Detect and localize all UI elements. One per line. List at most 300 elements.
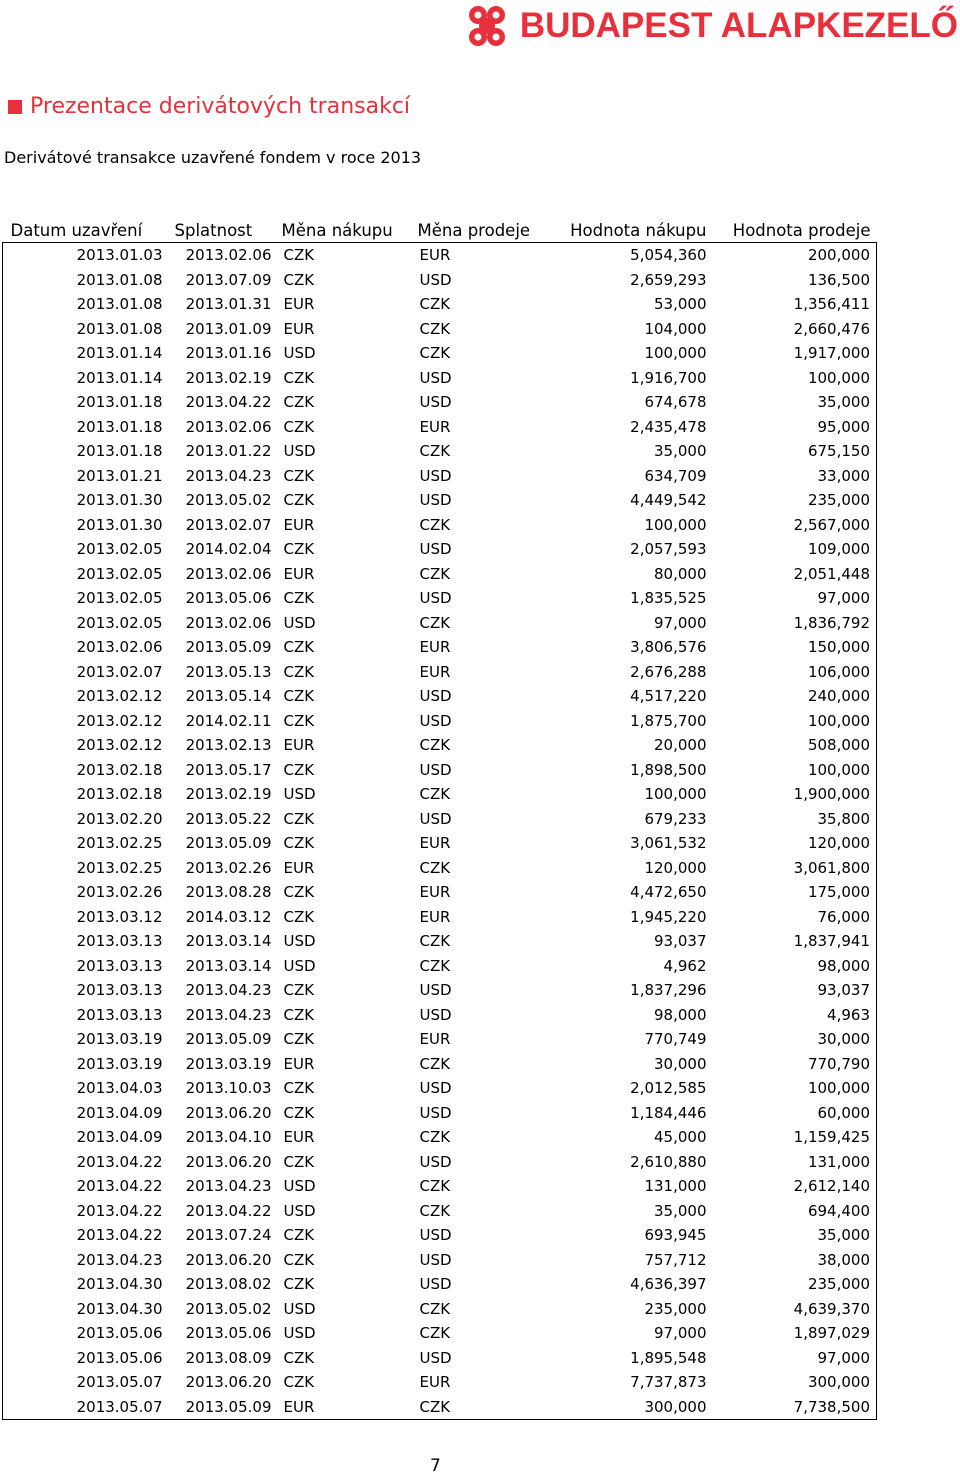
cell-buy-value: 45,000 bbox=[654, 1128, 707, 1147]
cell-maturity: 2014.02.04 bbox=[185, 540, 272, 559]
table-row bbox=[3, 660, 877, 685]
cell-sell-currency: USD bbox=[419, 1275, 452, 1294]
cell-buy-currency: EUR bbox=[283, 1054, 315, 1073]
table-row bbox=[3, 243, 877, 268]
cell-sell-currency: CZK bbox=[419, 1054, 451, 1073]
cell-trade-date: 2013.01.18 bbox=[76, 442, 163, 461]
cell-trade-date: 2013.02.12 bbox=[76, 711, 163, 730]
cell-buy-currency: USD bbox=[283, 344, 316, 363]
cell-buy-currency: CZK bbox=[283, 1348, 315, 1367]
table-row bbox=[3, 1150, 877, 1175]
table-row bbox=[3, 341, 877, 366]
cell-maturity: 2013.05.09 bbox=[185, 834, 272, 853]
table-row bbox=[3, 635, 877, 660]
cell-maturity: 2013.05.06 bbox=[185, 1324, 272, 1343]
cell-buy-currency: CZK bbox=[283, 1373, 315, 1392]
cell-sell-currency: CZK bbox=[419, 1397, 451, 1416]
cell-maturity: 2013.02.06 bbox=[185, 417, 272, 436]
cell-buy-currency: CZK bbox=[283, 760, 315, 779]
cell-sell-currency: CZK bbox=[419, 515, 451, 534]
cell-buy-value: 104,000 bbox=[644, 319, 707, 338]
cell-sell-currency: CZK bbox=[419, 1128, 451, 1147]
cell-sell-value: 30,000 bbox=[817, 1030, 870, 1049]
table-row bbox=[3, 513, 877, 538]
cell-maturity: 2013.04.23 bbox=[185, 981, 272, 1000]
cell-trade-date: 2013.02.18 bbox=[76, 785, 163, 804]
cell-sell-value: 1,837,941 bbox=[793, 932, 870, 951]
cell-buy-currency: CZK bbox=[283, 687, 315, 706]
cell-maturity: 2013.01.31 bbox=[185, 295, 272, 314]
cell-trade-date: 2013.01.08 bbox=[76, 270, 163, 289]
cell-trade-date: 2013.03.19 bbox=[76, 1054, 163, 1073]
cell-maturity: 2013.05.09 bbox=[185, 1397, 272, 1416]
table-row bbox=[3, 1052, 877, 1077]
cell-buy-value: 100,000 bbox=[644, 344, 707, 363]
cell-trade-date: 2013.03.13 bbox=[76, 1005, 163, 1024]
cell-sell-currency: USD bbox=[419, 270, 452, 289]
table-row bbox=[3, 1370, 877, 1395]
cell-trade-date: 2013.03.13 bbox=[76, 956, 163, 975]
cell-sell-currency: USD bbox=[419, 1103, 452, 1122]
cell-buy-value: 4,962 bbox=[663, 956, 707, 975]
cell-buy-currency: USD bbox=[283, 956, 316, 975]
cell-sell-currency: EUR bbox=[419, 1030, 451, 1049]
cell-trade-date: 2013.04.09 bbox=[76, 1128, 163, 1147]
table-row bbox=[3, 317, 877, 342]
brand-name: BUDAPEST ALAPKEZELŐ bbox=[519, 6, 958, 45]
cell-sell-value: 97,000 bbox=[817, 1348, 870, 1367]
cell-buy-value: 2,435,478 bbox=[630, 417, 707, 436]
cell-sell-value: 35,000 bbox=[817, 1226, 870, 1245]
col-header-trade-date: Datum uzavření bbox=[10, 220, 143, 240]
cell-trade-date: 2013.05.06 bbox=[76, 1324, 163, 1343]
cell-buy-value: 7,737,873 bbox=[630, 1373, 707, 1392]
cell-sell-currency: USD bbox=[419, 1348, 452, 1367]
cell-sell-value: 120,000 bbox=[807, 834, 870, 853]
cell-maturity: 2013.04.22 bbox=[185, 393, 272, 412]
cell-buy-value: 3,806,576 bbox=[630, 638, 707, 657]
cell-buy-value: 693,945 bbox=[644, 1226, 707, 1245]
cell-sell-currency: USD bbox=[419, 1079, 452, 1098]
cell-sell-value: 7,738,500 bbox=[793, 1397, 870, 1416]
col-header-buy-currency: Měna nákupu bbox=[281, 220, 393, 240]
cell-trade-date: 2013.03.19 bbox=[76, 1030, 163, 1049]
cell-buy-value: 4,449,542 bbox=[630, 491, 707, 510]
cell-buy-currency: CZK bbox=[283, 711, 315, 730]
cell-sell-value: 131,000 bbox=[807, 1152, 870, 1171]
cell-maturity: 2014.02.11 bbox=[185, 711, 272, 730]
cell-buy-value: 5,054,360 bbox=[630, 246, 707, 265]
cell-maturity: 2013.10.03 bbox=[185, 1079, 272, 1098]
table-row bbox=[3, 1199, 877, 1224]
cell-sell-value: 100,000 bbox=[807, 760, 870, 779]
cell-buy-value: 300,000 bbox=[644, 1397, 707, 1416]
cell-buy-currency: CZK bbox=[283, 417, 315, 436]
cell-trade-date: 2013.02.07 bbox=[76, 662, 163, 681]
cell-maturity: 2013.04.23 bbox=[185, 1005, 272, 1024]
col-header-buy-value: Hodnota nákupu bbox=[570, 220, 707, 240]
cell-trade-date: 2013.02.05 bbox=[76, 564, 163, 583]
cell-sell-currency: USD bbox=[419, 760, 452, 779]
cell-buy-value: 1,898,500 bbox=[630, 760, 707, 779]
cell-maturity: 2013.03.19 bbox=[185, 1054, 272, 1073]
table-row bbox=[3, 709, 877, 734]
table-row bbox=[3, 1297, 877, 1322]
cell-buy-currency: CZK bbox=[283, 809, 315, 828]
cell-trade-date: 2013.02.12 bbox=[76, 736, 163, 755]
cell-trade-date: 2013.05.06 bbox=[76, 1348, 163, 1367]
cell-maturity: 2013.05.09 bbox=[185, 1030, 272, 1049]
cell-trade-date: 2013.04.30 bbox=[76, 1275, 163, 1294]
cell-sell-value: 2,612,140 bbox=[793, 1177, 870, 1196]
cell-buy-currency: EUR bbox=[283, 564, 315, 583]
cell-sell-value: 235,000 bbox=[807, 491, 870, 510]
cell-sell-value: 3,061,800 bbox=[793, 858, 870, 877]
cell-buy-value: 3,061,532 bbox=[630, 834, 707, 853]
table-row bbox=[3, 537, 877, 562]
cell-sell-value: 76,000 bbox=[817, 907, 870, 926]
cell-maturity: 2013.04.23 bbox=[185, 466, 272, 485]
cell-sell-value: 4,963 bbox=[827, 1005, 870, 1024]
cell-maturity: 2013.05.06 bbox=[185, 589, 272, 608]
cell-buy-currency: EUR bbox=[283, 1397, 315, 1416]
cell-trade-date: 2013.02.05 bbox=[76, 613, 163, 632]
cell-sell-value: 2,567,000 bbox=[793, 515, 870, 534]
cell-buy-value: 35,000 bbox=[654, 1201, 707, 1220]
cell-maturity: 2013.01.09 bbox=[185, 319, 272, 338]
page-number: 7 bbox=[430, 1456, 441, 1476]
cell-sell-value: 508,000 bbox=[807, 736, 870, 755]
cell-maturity: 2013.08.09 bbox=[185, 1348, 272, 1367]
cell-trade-date: 2013.01.18 bbox=[76, 417, 163, 436]
cell-trade-date: 2013.02.12 bbox=[76, 687, 163, 706]
cell-sell-value: 33,000 bbox=[817, 466, 870, 485]
cell-sell-value: 60,000 bbox=[817, 1103, 870, 1122]
cell-maturity: 2013.03.14 bbox=[185, 956, 272, 975]
cell-trade-date: 2013.04.23 bbox=[76, 1250, 163, 1269]
table-row bbox=[3, 611, 877, 636]
cell-buy-value: 97,000 bbox=[654, 1324, 707, 1343]
cell-maturity: 2013.02.19 bbox=[185, 368, 272, 387]
cell-buy-currency: CZK bbox=[283, 834, 315, 853]
cell-sell-currency: USD bbox=[419, 1005, 452, 1024]
cell-maturity: 2013.05.13 bbox=[185, 662, 272, 681]
cell-buy-currency: CZK bbox=[283, 466, 315, 485]
cell-sell-currency: USD bbox=[419, 393, 452, 412]
cell-maturity: 2013.07.09 bbox=[185, 270, 272, 289]
cell-sell-value: 300,000 bbox=[807, 1373, 870, 1392]
cell-buy-currency: CZK bbox=[283, 1030, 315, 1049]
table-row bbox=[3, 1027, 877, 1052]
derivatives-table bbox=[2, 218, 877, 1420]
cell-sell-currency: USD bbox=[419, 981, 452, 1000]
cell-trade-date: 2013.04.03 bbox=[76, 1079, 163, 1098]
table-row bbox=[3, 292, 877, 317]
cell-maturity: 2013.02.13 bbox=[185, 736, 272, 755]
cell-maturity: 2013.06.20 bbox=[185, 1373, 272, 1392]
cell-buy-currency: CZK bbox=[283, 270, 315, 289]
cell-trade-date: 2013.05.07 bbox=[76, 1397, 163, 1416]
table-row bbox=[3, 782, 877, 807]
table-subtitle: Derivátové transakce uzavřené fondem v roce 2013 bbox=[4, 148, 422, 167]
cell-buy-currency: EUR bbox=[283, 319, 315, 338]
cell-trade-date: 2013.04.22 bbox=[76, 1226, 163, 1245]
cell-sell-value: 1,356,411 bbox=[793, 295, 870, 314]
cell-buy-value: 120,000 bbox=[644, 858, 707, 877]
table-row bbox=[3, 1174, 877, 1199]
cell-sell-currency: CZK bbox=[419, 564, 451, 583]
cell-sell-value: 240,000 bbox=[807, 687, 870, 706]
cell-sell-currency: CZK bbox=[419, 613, 451, 632]
cell-sell-value: 100,000 bbox=[807, 368, 870, 387]
table-row bbox=[3, 978, 877, 1003]
cell-sell-currency: USD bbox=[419, 809, 452, 828]
table-row bbox=[3, 880, 877, 905]
cell-sell-value: 175,000 bbox=[807, 883, 870, 902]
table-row bbox=[3, 733, 877, 758]
col-header-sell-currency: Měna prodeje bbox=[417, 220, 531, 240]
cell-sell-value: 106,000 bbox=[807, 662, 870, 681]
cell-sell-value: 100,000 bbox=[807, 1079, 870, 1098]
cell-sell-value: 200,000 bbox=[807, 246, 870, 265]
table-row bbox=[3, 488, 877, 513]
cell-buy-value: 1,875,700 bbox=[630, 711, 707, 730]
cell-sell-currency: CZK bbox=[419, 932, 451, 951]
table-row bbox=[3, 831, 877, 856]
cell-buy-currency: CZK bbox=[283, 246, 315, 265]
cell-sell-currency: EUR bbox=[419, 883, 451, 902]
cell-buy-currency: CZK bbox=[283, 368, 315, 387]
cell-trade-date: 2013.02.25 bbox=[76, 858, 163, 877]
cell-sell-currency: CZK bbox=[419, 295, 451, 314]
cell-maturity: 2013.08.28 bbox=[185, 883, 272, 902]
cell-sell-value: 97,000 bbox=[817, 589, 870, 608]
table-row bbox=[3, 929, 877, 954]
cell-maturity: 2013.04.23 bbox=[185, 1177, 272, 1196]
cell-maturity: 2013.07.24 bbox=[185, 1226, 272, 1245]
cell-buy-currency: USD bbox=[283, 442, 316, 461]
cell-sell-currency: USD bbox=[419, 540, 452, 559]
cell-sell-value: 1,917,000 bbox=[793, 344, 870, 363]
cell-buy-currency: USD bbox=[283, 613, 316, 632]
cell-buy-currency: USD bbox=[283, 785, 316, 804]
cell-sell-value: 38,000 bbox=[817, 1250, 870, 1269]
table-row bbox=[3, 268, 877, 293]
table-row bbox=[3, 1076, 877, 1101]
cell-buy-value: 634,709 bbox=[644, 466, 707, 485]
col-header-maturity: Splatnost bbox=[174, 220, 253, 240]
cell-sell-value: 35,800 bbox=[817, 809, 870, 828]
cell-buy-value: 20,000 bbox=[654, 736, 707, 755]
cell-buy-currency: USD bbox=[283, 1201, 316, 1220]
cell-buy-currency: CZK bbox=[283, 491, 315, 510]
cell-buy-value: 4,472,650 bbox=[630, 883, 707, 902]
table-row bbox=[3, 415, 877, 440]
table-row bbox=[3, 562, 877, 587]
cell-buy-value: 235,000 bbox=[644, 1299, 707, 1318]
cell-sell-currency: EUR bbox=[419, 907, 451, 926]
cell-buy-value: 1,945,220 bbox=[630, 907, 707, 926]
cell-sell-currency: EUR bbox=[419, 1373, 451, 1392]
table-row bbox=[3, 366, 877, 391]
cell-buy-value: 2,012,585 bbox=[630, 1079, 707, 1098]
cell-buy-value: 53,000 bbox=[654, 295, 707, 314]
brand-flower-icon bbox=[464, 4, 510, 48]
cell-buy-currency: CZK bbox=[283, 1152, 315, 1171]
cell-sell-currency: EUR bbox=[419, 834, 451, 853]
table-row bbox=[3, 1003, 877, 1028]
cell-trade-date: 2013.02.26 bbox=[76, 883, 163, 902]
cell-maturity: 2013.01.16 bbox=[185, 344, 272, 363]
cell-buy-currency: CZK bbox=[283, 907, 315, 926]
table-row bbox=[3, 1346, 877, 1371]
cell-sell-currency: USD bbox=[419, 711, 452, 730]
cell-sell-value: 770,790 bbox=[807, 1054, 870, 1073]
cell-sell-value: 100,000 bbox=[807, 711, 870, 730]
cell-trade-date: 2013.02.05 bbox=[76, 540, 163, 559]
cell-maturity: 2013.02.07 bbox=[185, 515, 272, 534]
cell-sell-currency: CZK bbox=[419, 956, 451, 975]
cell-sell-currency: CZK bbox=[419, 1201, 451, 1220]
cell-buy-currency: CZK bbox=[283, 662, 315, 681]
cell-buy-currency: EUR bbox=[283, 295, 315, 314]
cell-sell-value: 98,000 bbox=[817, 956, 870, 975]
cell-buy-currency: CZK bbox=[283, 1250, 315, 1269]
cell-maturity: 2013.04.10 bbox=[185, 1128, 272, 1147]
cell-sell-currency: EUR bbox=[419, 638, 451, 657]
cell-trade-date: 2013.01.30 bbox=[76, 515, 163, 534]
cell-maturity: 2013.02.19 bbox=[185, 785, 272, 804]
cell-buy-currency: CZK bbox=[283, 393, 315, 412]
table-row bbox=[3, 1101, 877, 1126]
cell-sell-currency: CZK bbox=[419, 1324, 451, 1343]
cell-sell-currency: USD bbox=[419, 368, 452, 387]
cell-sell-value: 1,900,000 bbox=[793, 785, 870, 804]
cell-sell-currency: USD bbox=[419, 589, 452, 608]
section-heading bbox=[8, 94, 410, 119]
cell-maturity: 2013.06.20 bbox=[185, 1103, 272, 1122]
cell-sell-value: 4,639,370 bbox=[793, 1299, 870, 1318]
cell-sell-value: 95,000 bbox=[817, 417, 870, 436]
cell-buy-value: 1,837,296 bbox=[630, 981, 707, 1000]
cell-trade-date: 2013.01.14 bbox=[76, 368, 163, 387]
cell-sell-currency: USD bbox=[419, 1152, 452, 1171]
col-header-sell-value: Hodnota prodeje bbox=[732, 220, 871, 240]
cell-sell-currency: CZK bbox=[419, 1177, 451, 1196]
cell-sell-currency: CZK bbox=[419, 736, 451, 755]
cell-maturity: 2013.05.02 bbox=[185, 1299, 272, 1318]
table-header bbox=[3, 218, 877, 243]
cell-sell-value: 35,000 bbox=[817, 393, 870, 412]
cell-maturity: 2013.02.06 bbox=[185, 564, 272, 583]
cell-trade-date: 2013.02.05 bbox=[76, 589, 163, 608]
cell-buy-value: 4,636,397 bbox=[630, 1275, 707, 1294]
cell-buy-value: 679,233 bbox=[644, 809, 707, 828]
cell-trade-date: 2013.02.25 bbox=[76, 834, 163, 853]
table-row bbox=[3, 1272, 877, 1297]
cell-sell-value: 694,400 bbox=[807, 1201, 870, 1220]
cell-trade-date: 2013.01.08 bbox=[76, 295, 163, 314]
cell-buy-value: 757,712 bbox=[644, 1250, 707, 1269]
cell-buy-value: 674,678 bbox=[644, 393, 707, 412]
cell-buy-currency: EUR bbox=[283, 736, 315, 755]
cell-trade-date: 2013.04.22 bbox=[76, 1152, 163, 1171]
cell-buy-currency: CZK bbox=[283, 1275, 315, 1294]
cell-sell-value: 1,159,425 bbox=[793, 1128, 870, 1147]
cell-trade-date: 2013.04.22 bbox=[76, 1201, 163, 1220]
table-row bbox=[3, 807, 877, 832]
cell-buy-currency: CZK bbox=[283, 1005, 315, 1024]
cell-sell-currency: USD bbox=[419, 466, 452, 485]
cell-buy-currency: USD bbox=[283, 1177, 316, 1196]
cell-maturity: 2013.05.09 bbox=[185, 638, 272, 657]
cell-buy-value: 2,610,880 bbox=[630, 1152, 707, 1171]
table-row bbox=[3, 684, 877, 709]
cell-sell-value: 675,150 bbox=[807, 442, 870, 461]
cell-buy-currency: EUR bbox=[283, 858, 315, 877]
cell-maturity: 2013.06.20 bbox=[185, 1152, 272, 1171]
cell-maturity: 2013.02.06 bbox=[185, 246, 272, 265]
table-row bbox=[3, 1125, 877, 1150]
cell-trade-date: 2013.02.06 bbox=[76, 638, 163, 657]
table-row bbox=[3, 856, 877, 881]
cell-sell-currency: EUR bbox=[419, 662, 451, 681]
cell-maturity: 2013.05.22 bbox=[185, 809, 272, 828]
cell-buy-currency: CZK bbox=[283, 981, 315, 1000]
cell-maturity: 2013.04.22 bbox=[185, 1201, 272, 1220]
cell-buy-currency: CZK bbox=[283, 589, 315, 608]
cell-sell-currency: CZK bbox=[419, 442, 451, 461]
cell-buy-currency: CZK bbox=[283, 1079, 315, 1098]
brand-logo bbox=[464, 4, 958, 48]
cell-sell-value: 2,660,476 bbox=[793, 319, 870, 338]
table-row bbox=[3, 1395, 877, 1420]
cell-buy-value: 2,659,293 bbox=[630, 270, 707, 289]
cell-buy-currency: USD bbox=[283, 1324, 316, 1343]
cell-sell-currency: CZK bbox=[419, 319, 451, 338]
cell-buy-currency: EUR bbox=[283, 515, 315, 534]
cell-sell-currency: USD bbox=[419, 1250, 452, 1269]
cell-maturity: 2013.08.02 bbox=[185, 1275, 272, 1294]
cell-sell-currency: EUR bbox=[419, 417, 451, 436]
cell-buy-value: 131,000 bbox=[644, 1177, 707, 1196]
cell-buy-value: 4,517,220 bbox=[630, 687, 707, 706]
cell-buy-currency: CZK bbox=[283, 638, 315, 657]
cell-buy-currency: CZK bbox=[283, 1226, 315, 1245]
cell-sell-currency: EUR bbox=[419, 246, 451, 265]
table-row bbox=[3, 1223, 877, 1248]
cell-sell-value: 2,051,448 bbox=[793, 564, 870, 583]
cell-buy-value: 1,895,548 bbox=[630, 1348, 707, 1367]
cell-trade-date: 2013.01.08 bbox=[76, 319, 163, 338]
table-row bbox=[3, 1248, 877, 1273]
cell-trade-date: 2013.01.03 bbox=[76, 246, 163, 265]
cell-maturity: 2014.03.12 bbox=[185, 907, 272, 926]
cell-buy-currency: EUR bbox=[283, 1128, 315, 1147]
cell-buy-value: 93,037 bbox=[654, 932, 707, 951]
cell-maturity: 2013.01.22 bbox=[185, 442, 272, 461]
cell-buy-currency: CZK bbox=[283, 883, 315, 902]
cell-buy-value: 770,749 bbox=[644, 1030, 707, 1049]
cell-trade-date: 2013.01.30 bbox=[76, 491, 163, 510]
cell-trade-date: 2013.02.20 bbox=[76, 809, 163, 828]
table-row bbox=[3, 758, 877, 783]
cell-trade-date: 2013.03.13 bbox=[76, 932, 163, 951]
cell-buy-currency: CZK bbox=[283, 1103, 315, 1122]
cell-sell-currency: USD bbox=[419, 687, 452, 706]
cell-trade-date: 2013.04.22 bbox=[76, 1177, 163, 1196]
cell-maturity: 2013.05.02 bbox=[185, 491, 272, 510]
